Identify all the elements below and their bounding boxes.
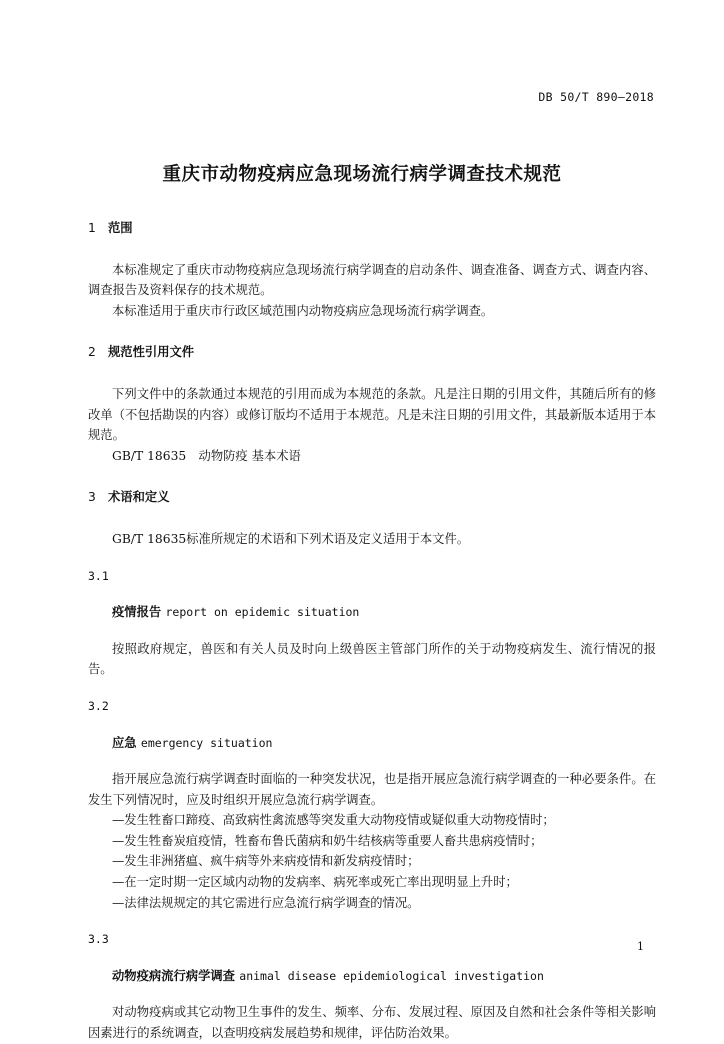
section-heading-terms xyxy=(88,487,656,508)
page-number: 1 xyxy=(637,940,644,953)
term-number: 3.1 xyxy=(88,568,109,583)
paragraph: 本标准适用于重庆市行政区域范围内动物疫病应急现场流行病学调查。 xyxy=(112,303,494,318)
term-number: 3.3 xyxy=(88,932,109,947)
term-en: report on epidemic situation xyxy=(165,605,360,620)
list-item: —发生牲畜炭疽疫情，牲畜布鲁氏菌病和奶牛结核病等重要人畜共患病疫情时； xyxy=(112,833,543,848)
term-cn: 应急 xyxy=(112,735,137,750)
section-title: 范围 xyxy=(108,221,133,235)
list-item: —在一定时期一定区域内动物的发病率、病死率或死亡率出现明显上升时； xyxy=(112,875,518,890)
standard-code: DB 50/T 890—2018 xyxy=(538,90,654,104)
section-title: 规范性引用文件 xyxy=(108,345,195,360)
term-cn: 疫情报告 xyxy=(112,605,162,620)
section-number: 3 xyxy=(88,490,96,505)
term-heading xyxy=(88,966,656,987)
paragraph: GB/T 18635标准所规定的术语和下列术语及定义适用于本文件。 xyxy=(112,531,470,546)
term-cn: 动物疫病流行病学调查 xyxy=(112,968,235,983)
section-heading-scope xyxy=(88,218,656,239)
section-number: 1 xyxy=(88,221,96,235)
term-heading xyxy=(88,602,656,623)
list-item: —法律法规规定的其它需进行应急流行病学调查的情况。 xyxy=(112,895,420,910)
reference-entry: GB/T 18635 动物防疫 基本术语 xyxy=(112,448,301,463)
paragraph: 本标准规定了重庆市动物疫病应急现场流行病学调查的启动条件、调查准备、调查方式、调查内容、调查报告及资料保存的技术规范。 xyxy=(88,262,656,298)
list-item: —发生非洲猪瘟、疯牛病等外来病疫情和新发病疫情时； xyxy=(112,854,420,869)
term-definition: 对动物疫病或其它动物卫生事件的发生、频率、分布、发展过程、原因及自然和社会条件等相关影响因素进行的系统调查，以查明疫病发展趋势和规律，评估防治效果。 xyxy=(88,1005,656,1041)
section-heading-normative-references xyxy=(88,342,656,363)
term-number: 3.2 xyxy=(88,698,109,713)
list-item: —发生牲畜口蹄疫、高致病性禽流感等突发重大动物疫情或疑似重大动物疫情时； xyxy=(112,813,555,828)
document-title: 重庆市动物疫病应急现场流行病学调查技术规范 xyxy=(162,164,562,185)
term-definition: 指开展应急流行病学调查时面临的一种突发状况，也是指开展应急流行病学调查的一种必要条件。在发生下列情况时，应及时组织开展应急流行病学调查。 xyxy=(88,772,656,807)
term-heading xyxy=(88,733,656,754)
term-definition: 按照政府规定，兽医和有关人员及时向上级兽医主管部门所作的关于动物疫病发生、流行情况的报告。 xyxy=(88,641,656,677)
term-en: emergency situation xyxy=(140,735,273,750)
section-title: 术语和定义 xyxy=(108,490,170,505)
document-body xyxy=(88,218,656,1044)
section-number: 2 xyxy=(88,345,96,360)
term-en: animal disease epidemiological investigation xyxy=(239,968,544,983)
paragraph: 下列文件中的条款通过本规范的引用而成为本规范的条款。凡是注日期的引用文件，其随后所有的修改单（不包括勘误的内容）或修订版均不适用于本规范。凡是未注日期的引用文件，其最新版本适用于本规范。 xyxy=(88,386,656,443)
